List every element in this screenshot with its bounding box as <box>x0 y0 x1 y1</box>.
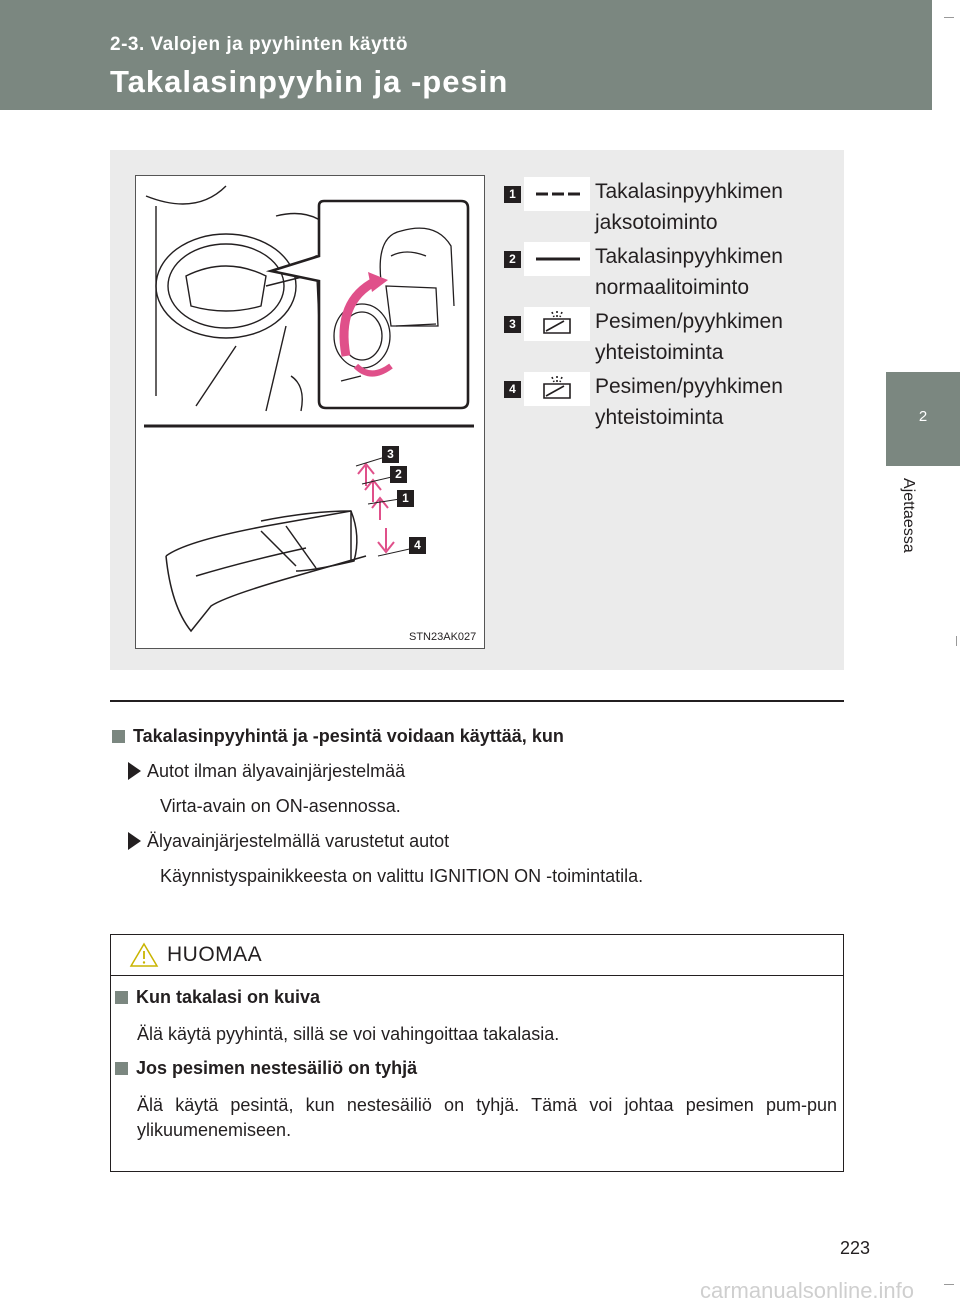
legend-line: Takalasinpyyhkimen <box>595 180 783 203</box>
callout-3: 3 <box>382 446 399 463</box>
legend-item <box>504 371 824 436</box>
legend-number: 2 <box>504 251 521 268</box>
notice-item-heading-row <box>111 987 843 1008</box>
page-header <box>0 0 932 110</box>
callout-4: 4 <box>409 537 426 554</box>
wiper-illustration <box>135 175 485 649</box>
callout-2: 2 <box>390 466 407 483</box>
legend-line: Pesimen/pyyhkimen <box>595 310 783 333</box>
washer-wiper-icon <box>524 307 590 341</box>
legend-line: normaalitoiminto <box>595 276 750 299</box>
washer-wiper-icon <box>524 372 590 406</box>
chapter-tab <box>886 372 960 466</box>
square-bullet-icon <box>112 730 125 743</box>
triangle-bullet-icon <box>128 762 141 780</box>
page-number: 223 <box>840 1238 871 1258</box>
notice-item-text: Älä käytä pyyhintä, sillä se voi vahingoittaa takalasia. <box>137 1024 560 1044</box>
conditions-heading: Takalasinpyyhintä ja -pesintä voidaan käyttää, kun <box>133 726 564 746</box>
notice-item-heading-row <box>111 1058 843 1079</box>
intermittent-dashes-icon <box>524 177 590 211</box>
watermark: carmanualsonline.info <box>700 1278 915 1303</box>
crop-mark <box>944 1284 954 1285</box>
condition-detail: Käynnistyspainikkeesta on valittu IGNITION ON -toimintatila. <box>160 866 644 886</box>
solid-line-icon <box>524 242 590 276</box>
crop-mark <box>956 636 957 646</box>
condition-detail: Virta-avain on ON-asennossa. <box>160 796 401 816</box>
square-bullet-icon <box>115 1062 128 1075</box>
chapter-label: Ajettaessa <box>900 478 917 553</box>
legend-number: 1 <box>504 186 521 203</box>
notice-title: HUOMAA <box>167 943 263 966</box>
legend-line: jaksotoiminto <box>595 211 718 234</box>
page-title: Takalasinpyyhin ja -pesin <box>110 64 509 99</box>
square-bullet-icon <box>115 991 128 1004</box>
legend-text <box>595 371 783 433</box>
condition-item <box>112 761 842 782</box>
condition-label: Autot ilman älyavainjärjestelmää <box>147 761 406 781</box>
section-divider <box>110 700 844 702</box>
legend-line: Pesimen/pyyhkimen <box>595 375 783 398</box>
legend-line: yhteistoiminta <box>595 341 724 364</box>
condition-item <box>112 831 842 852</box>
chapter-number: 2 <box>918 408 928 425</box>
conditions-section <box>112 726 842 887</box>
warning-triangle-icon <box>129 942 159 968</box>
legend-line: yhteistoiminta <box>595 406 724 429</box>
legend-text <box>595 176 783 238</box>
section-title: 2-3. Valojen ja pyyhinten käyttö <box>110 34 408 55</box>
condition-label: Älyavainjärjestelmällä varustetut autot <box>147 831 450 851</box>
figure-legend <box>504 176 824 436</box>
legend-text <box>595 241 783 303</box>
legend-line: Takalasinpyyhkimen <box>595 245 783 268</box>
legend-number: 4 <box>504 381 521 398</box>
figure-code: STN23AK027 <box>409 631 477 643</box>
notice-item-heading: Kun takalasi on kuiva <box>136 987 321 1007</box>
crop-mark <box>944 17 954 18</box>
notice-header <box>111 935 843 976</box>
notice-item-text: Älä käytä pesintä, kun nestesäiliö on tyhjä. Tämä voi johtaa pesimen pum-pun ylikuumenemiseen. <box>137 1095 837 1140</box>
lever-drawing <box>136 176 484 648</box>
legend-item <box>504 176 824 241</box>
triangle-bullet-icon <box>128 832 141 850</box>
legend-number: 3 <box>504 316 521 333</box>
conditions-heading-row <box>112 726 842 747</box>
legend-item <box>504 306 824 371</box>
notice-body <box>111 987 843 1143</box>
notice-box <box>110 934 844 1172</box>
notice-item-heading: Jos pesimen nestesäiliö on tyhjä <box>136 1058 418 1078</box>
callout-1: 1 <box>397 490 414 507</box>
legend-item <box>504 241 824 306</box>
legend-text <box>595 306 783 368</box>
